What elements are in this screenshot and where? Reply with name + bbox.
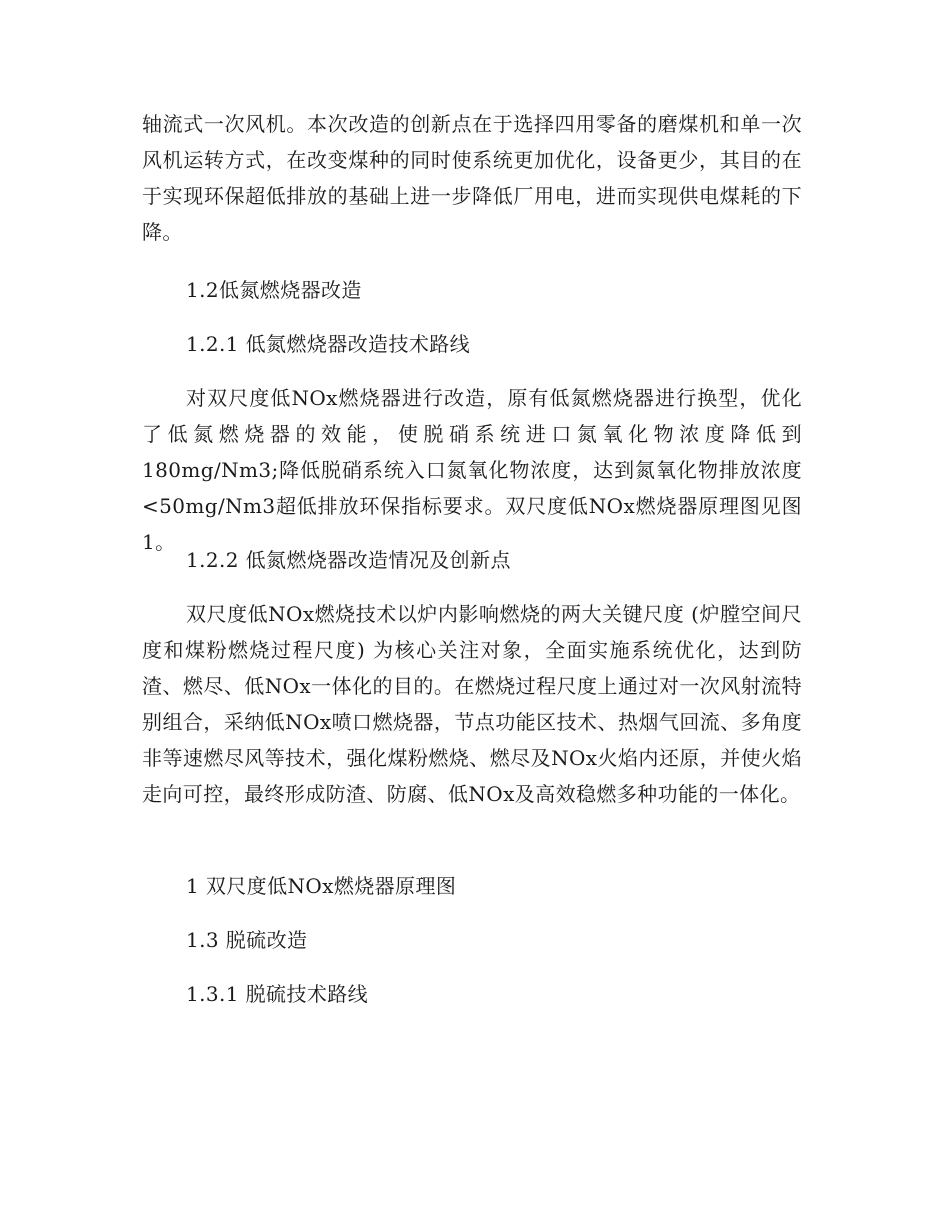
figure-caption-1: 1 双尺度低NOx燃烧器原理图 [186, 874, 457, 898]
section-heading-1-2-1: 1.2.1 低氮燃烧器改造技术路线 [186, 332, 471, 356]
paragraph-intro: 轴流式一次风机。本次改造的创新点在于选择四用零备的磨煤机和单一次风机运转方式，在改变煤种的同时使系统更加优化，设备更少，其目的在于实现环保超低排放的基础上进一步降低厂用电，进而实现供电煤耗的下降。 [142, 112, 802, 244]
section-heading-1-2-2: 1.2.2 低氮燃烧器改造情况及创新点 [186, 548, 511, 572]
paragraph-1-2-1: 对双尺度低NOx燃烧器进行改造，原有低氮燃烧器进行换型，优化了低氮燃烧器的效能，使脱硝系统进口氮氧化物浓度降低到180mg/Nm3;降低脱硝系统入口氮氧化物浓度，达到氮氧化物排放浓度<50mg/Nm3超低排放环保指标要求。双尺度低NOx燃烧器原理图见图1。 [142, 386, 802, 554]
section-heading-1-2: 1.2低氮燃烧器改造 [186, 278, 362, 302]
paragraph-1-2-2: 双尺度低NOx燃烧技术以炉内影响燃烧的两大关键尺度 (炉膛空间尺度和煤粉燃烧过程尺度) 为核心关注对象，全面实施系统优化，达到防渣、燃尽、低NOx一体化的目的。在燃烧过程尺度上通过对一次风射流特别组合，采纳低NOx喷口燃烧器，节点功能区技术、热烟气回流、多角度非等速燃尽风等技术，强化煤粉燃烧、燃尽及NOx火焰内还原，并使火焰走向可控，最终形成防渣、防腐、低NOx及高效稳燃多种功能的一体化。 [142, 602, 802, 806]
section-heading-1-3-1: 1.3.1 脱硫技术路线 [186, 982, 369, 1006]
section-heading-1-3: 1.3 脱硫改造 [186, 928, 308, 952]
